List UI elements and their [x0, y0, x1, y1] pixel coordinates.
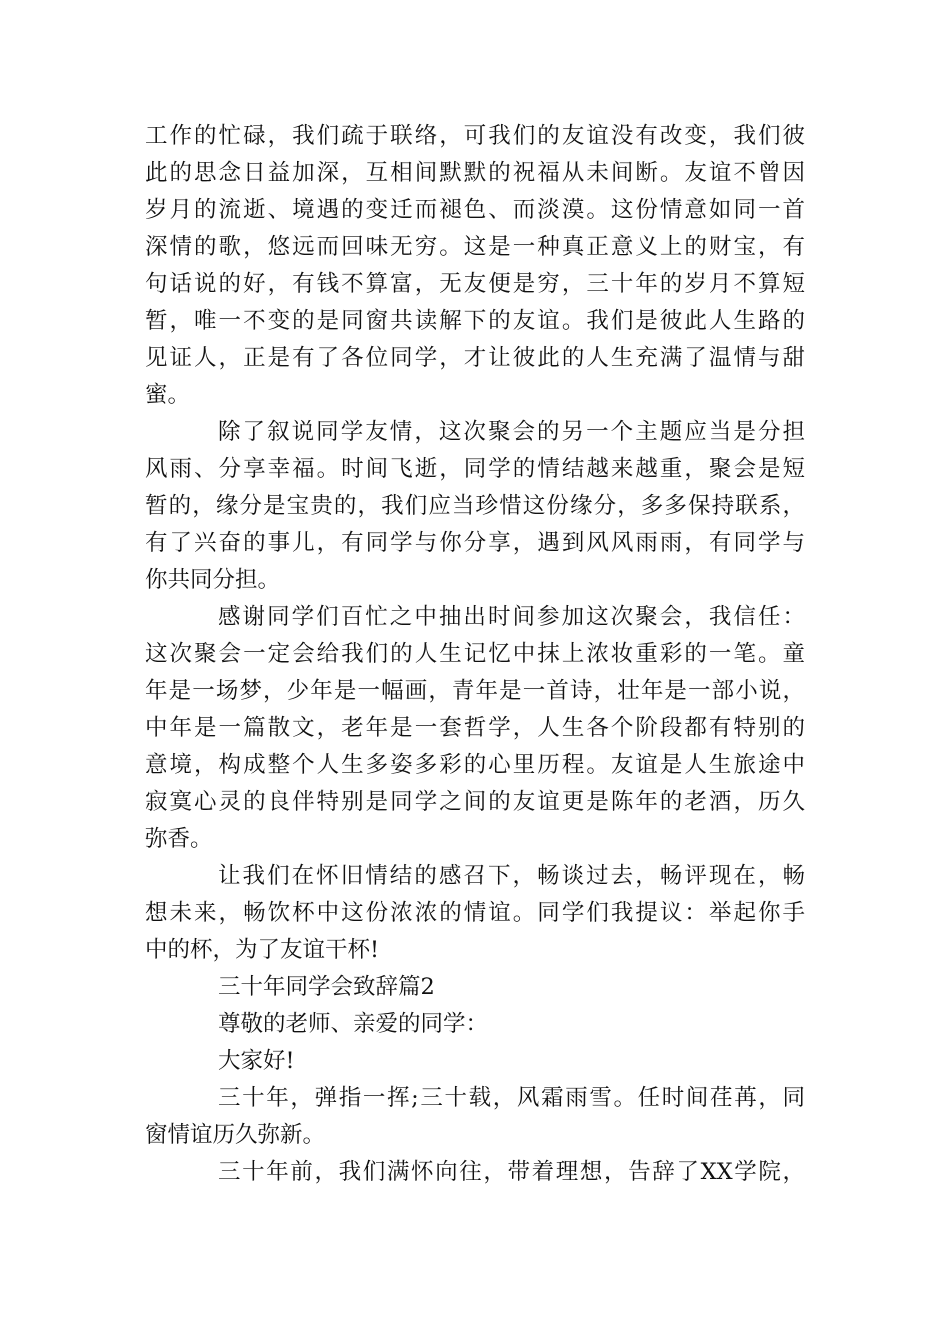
- text-line-7: 见证人，正是有了各位同学，才让彼此的人生充满了温情与甜: [145, 345, 805, 371]
- text-line-6: 暂，唯一不变的是同窗共读解下的友谊。我们是彼此人生路的: [145, 308, 805, 334]
- text-line-14: 感谢同学们百忙之中抽出时间参加这次聚会，我信任：: [218, 604, 805, 630]
- text-line-2: 此的思念日益加深，互相间默默的祝福从未间断。友谊不曾因: [145, 160, 805, 186]
- text-line-1: 工作的忙碌，我们疏于联络，可我们的友谊没有改变，我们彼: [145, 123, 805, 149]
- text-line-16: 年是一场梦，少年是一幅画，青年是一首诗，壮年是一部小说，: [145, 678, 805, 704]
- text-line-18: 意境，构成整个人生多姿多彩的心里历程。友谊是人生旅途中: [145, 752, 805, 778]
- text-line-29: 三十年前，我们满怀向往，带着理想，告辞了XX学院，: [218, 1159, 805, 1185]
- text-line-15: 这次聚会一定会给我们的人生记忆中抹上浓妆重彩的一笔。童: [145, 641, 805, 667]
- text-line-10: 风雨、分享幸福。时间飞逝，同学的情结越来越重，聚会是短: [145, 456, 805, 482]
- text-line-8: 蜜。: [145, 382, 191, 408]
- greeting: 大家好!: [218, 1048, 295, 1074]
- text-line-17: 中年是一篇散文，老年是一套哲学，人生各个阶段都有特别的: [145, 715, 805, 741]
- text-line-22: 想未来，畅饮杯中这份浓浓的情谊。同学们我提议：举起你手: [145, 900, 805, 926]
- text-line-28: 窗情谊历久弥新。: [145, 1122, 326, 1148]
- text-line-21: 让我们在怀旧情结的感召下，畅谈过去，畅评现在，畅: [218, 863, 805, 889]
- text-line-9: 除了叙说同学友情，这次聚会的另一个主题应当是分担: [218, 419, 805, 445]
- text-line-23: 中的杯，为了友谊干杯!: [145, 937, 380, 963]
- text-line-19: 寂寞心灵的良伴特别是同学之间的友谊更是陈年的老酒，历久: [145, 789, 805, 815]
- text-line-12: 有了兴奋的事儿，有同学与你分享，遇到风风雨雨，有同学与: [145, 530, 805, 556]
- text-line-3: 岁月的流逝、境遇的变迁而褪色、而淡漠。这份情意如同一首: [145, 197, 805, 223]
- text-line-4: 深情的歌，悠远而回味无穷。这是一种真正意义上的财宝，有: [145, 234, 805, 260]
- document-body: [145, 118, 805, 1191]
- text-line-20: 弥香。: [145, 826, 213, 852]
- text-line-13: 你共同分担。: [145, 567, 281, 593]
- text-line-11: 暂的，缘分是宝贵的，我们应当珍惜这份缘分，多多保持联系，: [145, 493, 805, 519]
- text-line-5: 句话说的好，有钱不算富，无友便是穷，三十年的岁月不算短: [145, 271, 805, 297]
- section-heading: 三十年同学会致辞篇2: [218, 974, 435, 1000]
- salutation: 尊敬的老师、亲爱的同学：: [218, 1011, 489, 1037]
- text-line-27: 三十年，弹指一挥;三十载，风霜雨雪。任时间荏苒，同: [218, 1085, 805, 1111]
